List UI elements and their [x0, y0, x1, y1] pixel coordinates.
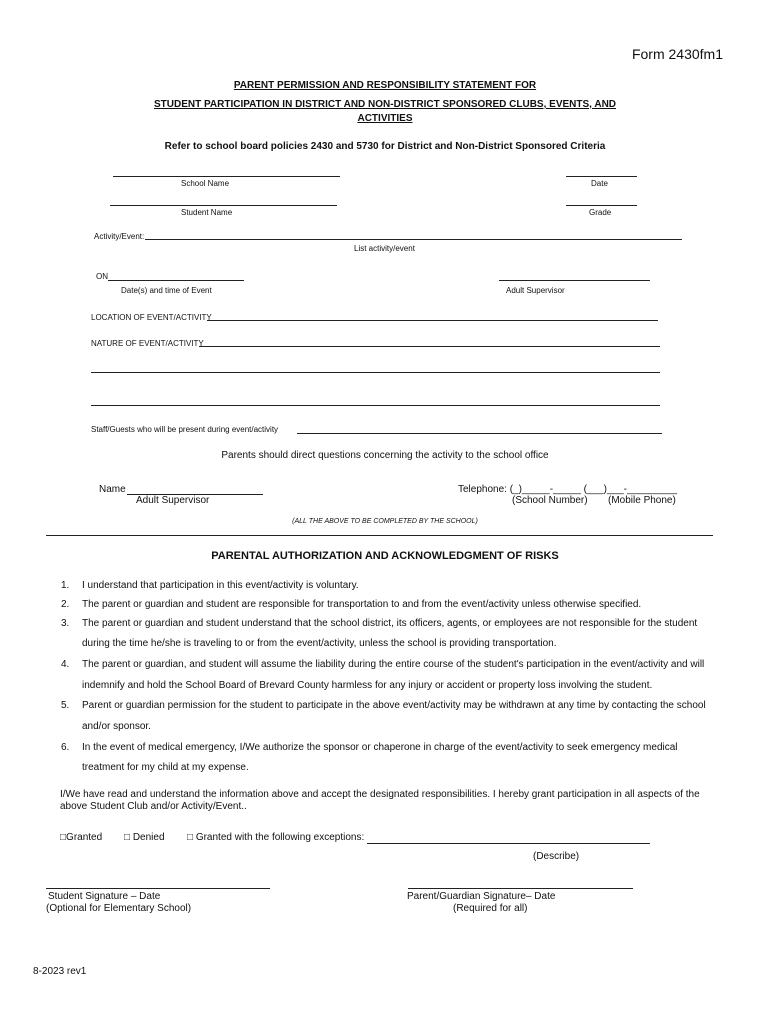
completed-note: (ALL THE ABOVE TO BE COMPLETED BY THE SCHOOL) — [292, 518, 478, 525]
name-caption: Adult Supervisor — [136, 495, 210, 506]
title-line-2: STUDENT PARTICIPATION IN DISTRICT AND NON-DISTRICT SPONSORED CLUBS, EVENTS, AND — [153, 99, 617, 110]
item-text: I understand that participation in this event/activity is voluntary. — [82, 580, 359, 591]
item-number: 6. — [61, 742, 70, 753]
student-signature-label: Student Signature – Date — [48, 891, 161, 902]
nature-label: NATURE OF EVENT/ACTIVITY — [91, 339, 204, 348]
item-text: indemnify and hold the School Board of Brevard County harmless for any injury or accident or property loss involving the student. — [82, 680, 653, 691]
item-number: 3. — [61, 618, 70, 629]
parent-signature-field[interactable] — [408, 888, 633, 889]
school-name-label: School Name — [181, 179, 230, 188]
school-number-label: (School Number) — [512, 495, 588, 506]
item-text: The parent or guardian and student understand that the school district, its officers, agents, or employees are not responsible for the student — [82, 618, 698, 629]
parent-signature-label: Parent/Guardian Signature– Date — [407, 891, 556, 902]
location-label: LOCATION OF EVENT/ACTIVITY — [91, 313, 212, 322]
student-name-label: Student Name — [181, 208, 233, 217]
staff-field[interactable] — [297, 433, 662, 434]
on-label: ON — [96, 272, 108, 281]
student-name-field[interactable] — [110, 205, 337, 206]
form-id: Form 2430fm1 — [631, 46, 723, 62]
student-signature-field[interactable] — [46, 888, 270, 889]
nature-field[interactable] — [199, 346, 660, 347]
nature-field-line-3[interactable] — [91, 405, 660, 406]
describe-label: (Describe) — [533, 851, 580, 862]
item-text: during the time he/she is traveling to or from the event/activity, unless the school is providing transportation. — [82, 638, 557, 649]
item-number: 5. — [61, 700, 70, 711]
student-signature-note: (Optional for Elementary School) — [46, 903, 192, 914]
grade-label: Grade — [589, 208, 612, 217]
title-line-3: ACTIVITIES — [357, 113, 413, 124]
item-text: In the event of medical emergency, I/We authorize the sponsor or chaperone in charge of the event/activity to seek emergency medical — [82, 742, 678, 753]
adult-supervisor-label: Adult Supervisor — [506, 286, 565, 295]
location-field[interactable] — [207, 320, 658, 321]
denied-checkbox[interactable]: □ Denied — [124, 832, 165, 843]
date-label: Date — [591, 179, 608, 188]
statement-line-2: above Student Club and/or Activity/Event.. — [60, 801, 247, 812]
grade-field[interactable] — [566, 205, 637, 206]
nature-field-line-2[interactable] — [91, 372, 660, 373]
exceptions-field[interactable] — [367, 843, 650, 844]
activity-field[interactable] — [145, 239, 682, 240]
parent-signature-note: (Required for all) — [453, 903, 528, 914]
section-divider — [46, 535, 713, 536]
granted-checkbox[interactable]: □Granted — [60, 832, 103, 843]
authorization-heading: PARENTAL AUTHORIZATION AND ACKNOWLEDGMENT OF RISKS — [211, 550, 559, 562]
school-name-field[interactable] — [113, 176, 340, 177]
telephone-field[interactable]: Telephone: (_)_____-_____ (___)___-_________ — [458, 484, 678, 495]
title-line-1: PARENT PERMISSION AND RESPONSIBILITY STATEMENT FOR — [233, 80, 537, 91]
date-field[interactable] — [566, 176, 637, 177]
parents-note: Parents should direct questions concerning the activity to the school office — [221, 450, 549, 461]
item-number: 4. — [61, 659, 70, 670]
activity-caption: List activity/event — [354, 244, 415, 253]
activity-label: Activity/Event: — [94, 232, 145, 241]
staff-label: Staff/Guests who will be present during event/activity — [91, 425, 279, 434]
granted-with-exceptions-checkbox[interactable]: □ Granted with the following exceptions: — [187, 832, 365, 843]
statement-line-1: I/We have read and understand the information above and accept the designated responsibilities. I hereby grant participation in all aspects of the — [60, 789, 700, 800]
adult-supervisor-field[interactable] — [499, 280, 650, 281]
item-text: The parent or guardian and student are responsible for transportation to and from the event/activity unless otherwise specified. — [82, 599, 642, 610]
mobile-phone-label: (Mobile Phone) — [608, 495, 676, 506]
item-text: treatment for my child at my expense. — [82, 762, 249, 773]
event-date-field[interactable] — [108, 280, 244, 281]
item-number: 1. — [61, 580, 70, 591]
item-text: and/or sponsor. — [82, 721, 151, 732]
date-time-label: Date(s) and time of Event — [121, 286, 212, 295]
revision-label: 8-2023 rev1 — [33, 966, 87, 977]
policy-reference: Refer to school board policies 2430 and 5730 for District and Non-District Sponsored Criteria — [164, 141, 606, 152]
item-text: The parent or guardian, and student will assume the liability during the entire course of the student's participation in the event/activity and will — [82, 659, 705, 670]
name-label: Name — [99, 484, 126, 495]
item-text: Parent or guardian permission for the student to participate in the above event/activity may be withdrawn at any time by contacting the school — [82, 700, 706, 711]
item-number: 2. — [61, 599, 70, 610]
